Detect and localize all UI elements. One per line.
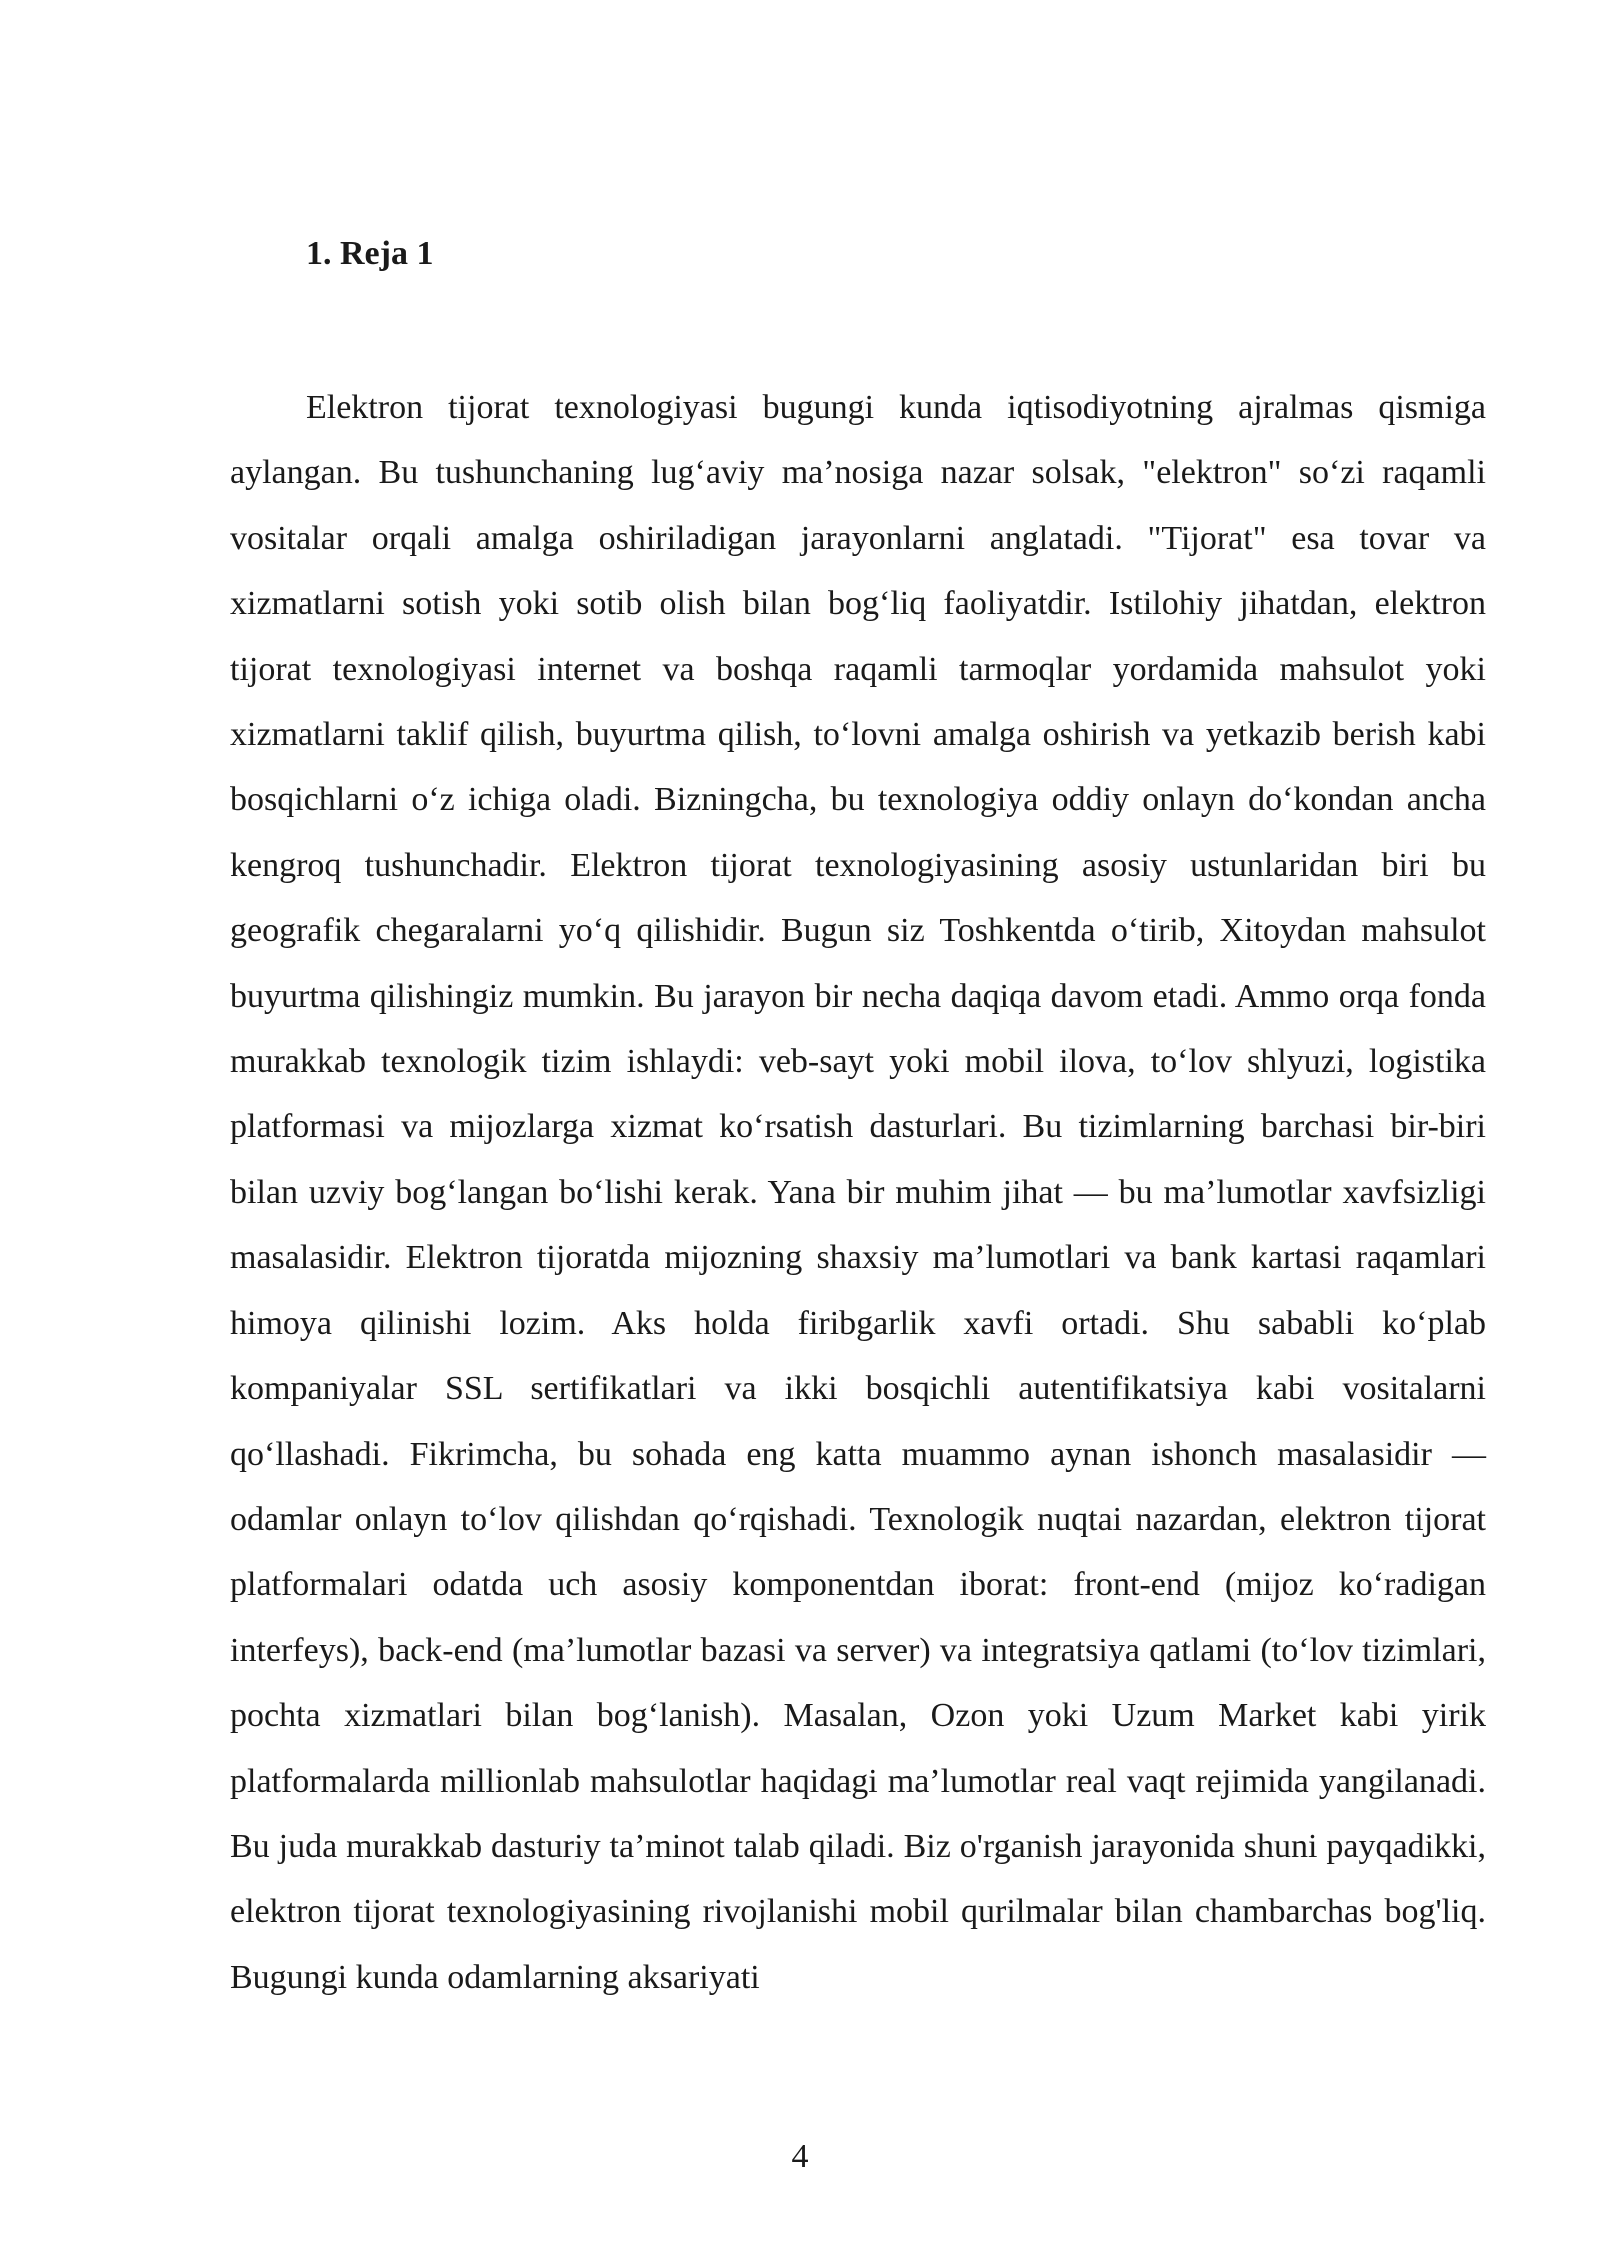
body-paragraph: Elektron tijorat texnologiyasi bugungi kunda iqtisodiyotning ajralmas qismiga aylangan. Bu tushunchaning lug‘aviy ma’nosiga nazar solsak, "elektron" so‘zi raqamli vositalar orqali amalga oshiriladigan jarayonlarni anglatadi. "Tijorat" esa tovar va xizmatlarni sotish yoki sotib olish bilan bog‘liq faoliyatdir. Istilohiy jihatdan, elektron tijorat texnologiyasi internet va boshqa raqamli tarmoqlar yordamida mahsulot yoki xizmatlarni taklif qilish, buyurtma qilish, to‘lovni amalga oshirish va yetkazib berish kabi bosqichlarni o‘z ichiga oladi. Bizningcha, bu texnologiya oddiy onlayn do‘kondan ancha kengroq tushunchadir. Elektron tijorat texnologiyasining asosiy ustunlaridan biri bu geografik chegaralarni yo‘q qilishidir. Bugun siz Toshkentda o‘tirib, Xitoydan mahsulot buyurtma qilishingiz mumkin. Bu jarayon bir necha daqiqa davom etadi. Ammo orqa fonda murakkab texnologik tizim ishlaydi: veb-sayt yoki mobil ilova, to‘lov shlyuzi, logistika platformasi va mijozlarga xizmat ko‘rsatish dasturlari. Bu tizimlarning barchasi bir-biri bilan uzviy bog‘langan bo‘lishi kerak. Yana bir muhim jihat — bu ma’lumotlar xavfsizligi masalasidir. Elektron tijoratda mijozning shaxsiy ma’lumotlari va bank kartasi raqamlari himoya qilinishi lozim. Aks holda firibgarlik xavfi ortadi. Shu sababli ko‘plab kompaniyalar SSL sertifikatlari va ikki bosqichli autentifikatsiya kabi vositalarni qo‘llashadi. Fikrimcha, bu sohada eng katta muammo aynan ishonch masalasidir — odamlar onlayn to‘lov qilishdan qo‘rqishadi. Texnologik nuqtai nazardan, elektron tijorat platformalari odatda uch asosiy komponentdan iborat: front-end (mijoz ko‘radigan interfeys), back-end (ma’lumotlar bazasi va server) va integratsiya qatlami (to‘lov tizimlari, pochta xizmatlari bilan bog‘lanish). Masalan, Ozon yoki Uzum Market kabi yirik platformalarda millionlab mahsulotlar haqidagi ma’lumotlar real vaqt rejimida yangilanadi. Bu juda murakkab dasturiy ta’minot talab qiladi. Biz o'rganish jarayonida shuni payqadikki, elektron tijorat texnologiyasining rivojlanishi mobil qurilmalar bilan chambarchas bog'liq. Bugungi kunda odamlarning aksariyati xyxy=(230,389,1486,1996)
page-number: 4 xyxy=(791,2138,809,2175)
section-heading: 1. Reja 1 xyxy=(306,235,434,272)
